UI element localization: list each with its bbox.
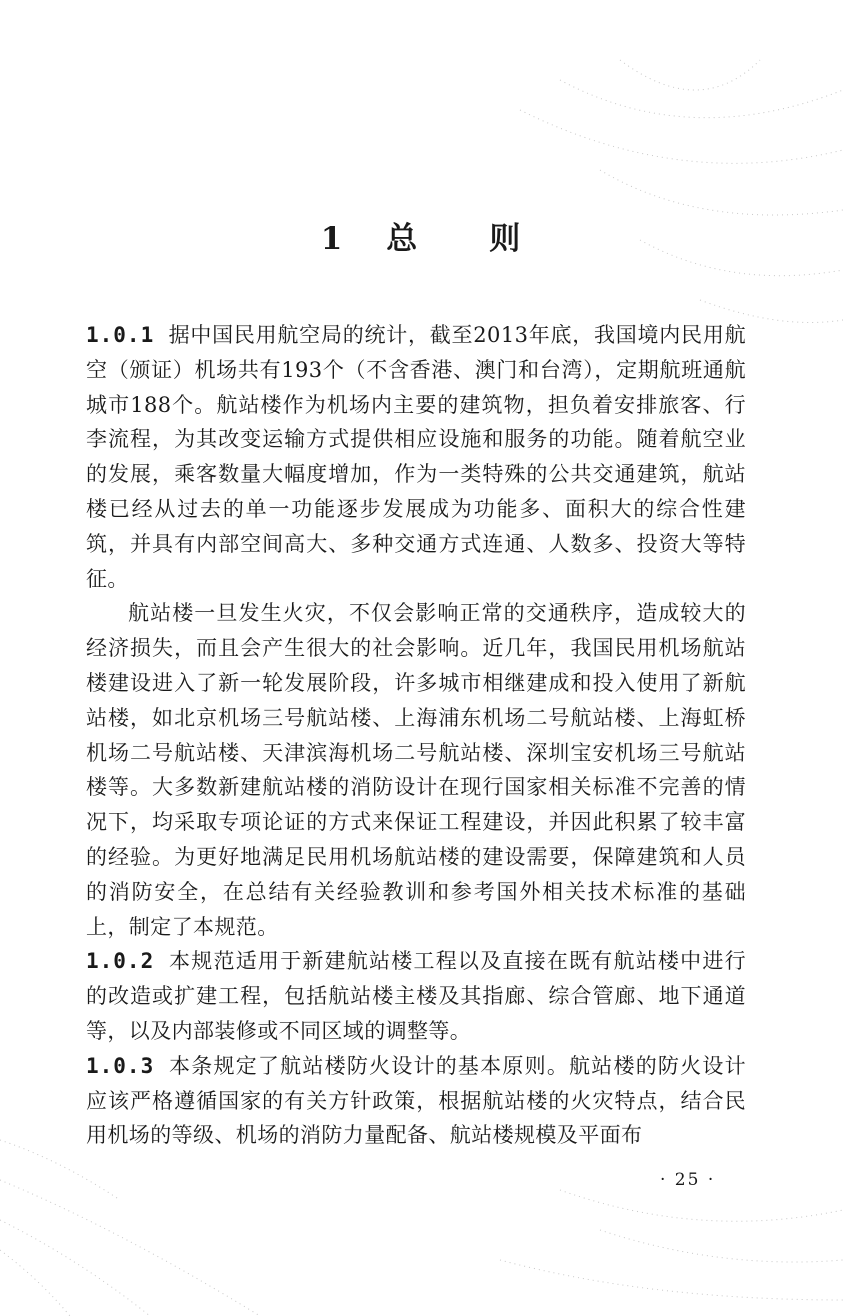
clause-number: 1.0.3 — [86, 1053, 155, 1078]
paragraph-text: 本条规定了航站楼防火设计的基本原则。航站楼的防火设计应该严格遵循国家的有关方针政策，根据航站楼的火灾特点，结合民用机场的等级、机场的消防力量配备、航站楼规模及平面布 — [86, 1053, 746, 1148]
paragraph-text: 据中国民用航空局的统计，截至2013年底，我国境内民用航空（颁证）机场共有193个（不含香港、澳门和台湾），定期航班通航城市188个。航站楼作为机场内主要的建筑物，担负着安排旅客、行李流程，为其改变运输方式提供相应设施和服务的功能。随着航空业的发展，乘客数量大幅度增加，作为一类特殊的公共交通建筑，航站楼已经从过去的单一功能逐步发展成为功能多、面积大的综合性建筑，并具有内部空间高大、多种交通方式连通、人数多、投资大等特征。 — [86, 323, 746, 591]
clause-number: 1.0.1 — [86, 323, 155, 347]
clause-paragraph-1-0-2 — [86, 944, 746, 1048]
clause-paragraph-1-0-1 — [86, 318, 746, 596]
paragraph-text: 本规范适用于新建航站楼工程以及直接在既有航站楼中进行的改造或扩建工程，包括航站楼主楼及其指廊、综合管廊、地下通道等，以及内部装修或不同区域的调整等。 — [86, 949, 746, 1043]
chapter-title-char-1: 总 — [386, 221, 420, 257]
clause-number: 1.0.2 — [86, 949, 155, 974]
chapter-title — [0, 213, 843, 258]
continuation-paragraph — [86, 596, 746, 944]
page-number: · 25 · — [660, 1170, 716, 1190]
body-text — [86, 318, 746, 1153]
chapter-number: 1 — [320, 221, 345, 257]
clause-paragraph-1-0-3 — [86, 1049, 746, 1153]
paragraph-text: 航站楼一旦发生火灾，不仅会影响正常的交通秩序，造成较大的经济损失，而且会产生很大的社会影响。近几年，我国民用机场航站楼建设进入了新一轮发展阶段，许多城市相继建成和投入使用了新航站楼，如北京机场三号航站楼、上海浦东机场二号航站楼、上海虹桥机场二号航站楼、天津滨海机场二号航站楼、深圳宝安机场三号航站楼等。大多数新建航站楼的消防设计在现行国家相关标准不完善的情况下，均采取专项论证的方式来保证工程建设，并因此积累了较丰富的经验。为更好地满足民用机场航站楼的建设需要，保障建筑和人员的消防安全，在总结有关经验教训和参考国外相关技术标准的基础上，制定了本规范。 — [86, 601, 746, 939]
chapter-title-char-2: 则 — [489, 221, 523, 257]
